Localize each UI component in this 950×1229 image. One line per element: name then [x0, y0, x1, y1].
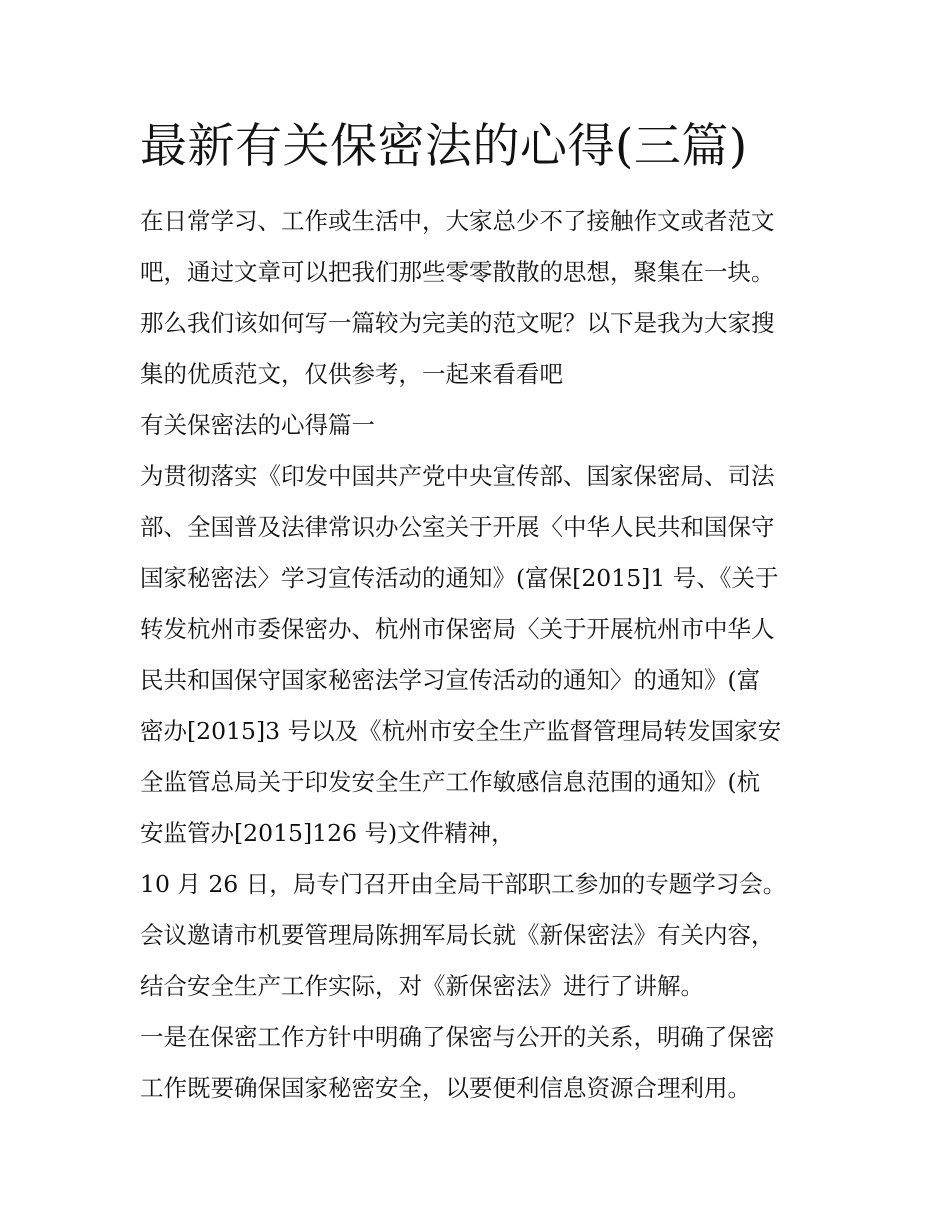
text-line: 那么我们该如何写一篇较为完美的范文呢？以下是我为大家搜 [140, 309, 775, 337]
text-line: 一是在保密工作方针中明确了保密与公开的关系，明确了保密 [140, 1023, 775, 1051]
text-line: 全监管总局关于印发安全生产工作敏感信息范围的通知》(杭 [140, 768, 761, 796]
text-line: 结合安全生产工作实际，对《新保密法》进行了讲解。 [140, 972, 704, 1000]
section-heading: 有关保密法的心得篇一 [140, 411, 375, 439]
text-line: 转发杭州市委保密办、杭州市保密局〈关于开展杭州市中华人 [140, 615, 775, 643]
text-line: 吧，通过文章可以把我们那些零零散散的思想，聚集在一块。 [140, 258, 775, 286]
text-line: 集的优质范文，仅供参考，一起来看看吧 [140, 360, 563, 388]
document-title: 最新有关保密法的心得(三篇) [140, 119, 748, 174]
text-line: 安监管办[2015]126 号)文件精神， [140, 819, 515, 847]
text-line: 为贯彻落实《印发中国共产党中央宣传部、国家保密局、司法 [140, 462, 775, 490]
text-line: 部、全国普及法律常识办公室关于开展〈中华人民共和国保守 [140, 513, 775, 541]
text-line: 民共和国保守国家秘密法学习宣传活动的通知〉的通知》(富 [140, 666, 761, 694]
text-line: 国家秘密法〉学习宣传活动的通知》(富保[2015]1 号、《关于 [140, 564, 779, 592]
text-line: 10 月 26 日，局专门召开由全局干部职工参加的专题学习会。 [140, 870, 787, 898]
text-line: 工作既要确保国家秘密安全，以要便利信息资源合理利用。 [140, 1074, 751, 1102]
text-line: 在日常学习、工作或生活中，大家总少不了接触作文或者范文 [140, 207, 775, 235]
document-body [140, 196, 820, 1114]
text-line: 会议邀请市机要管理局陈拥军局长就《新保密法》有关内容， [140, 921, 775, 949]
text-line: 密办[2015]3 号以及《杭州市安全生产监督管理局转发国家安 [140, 717, 782, 745]
